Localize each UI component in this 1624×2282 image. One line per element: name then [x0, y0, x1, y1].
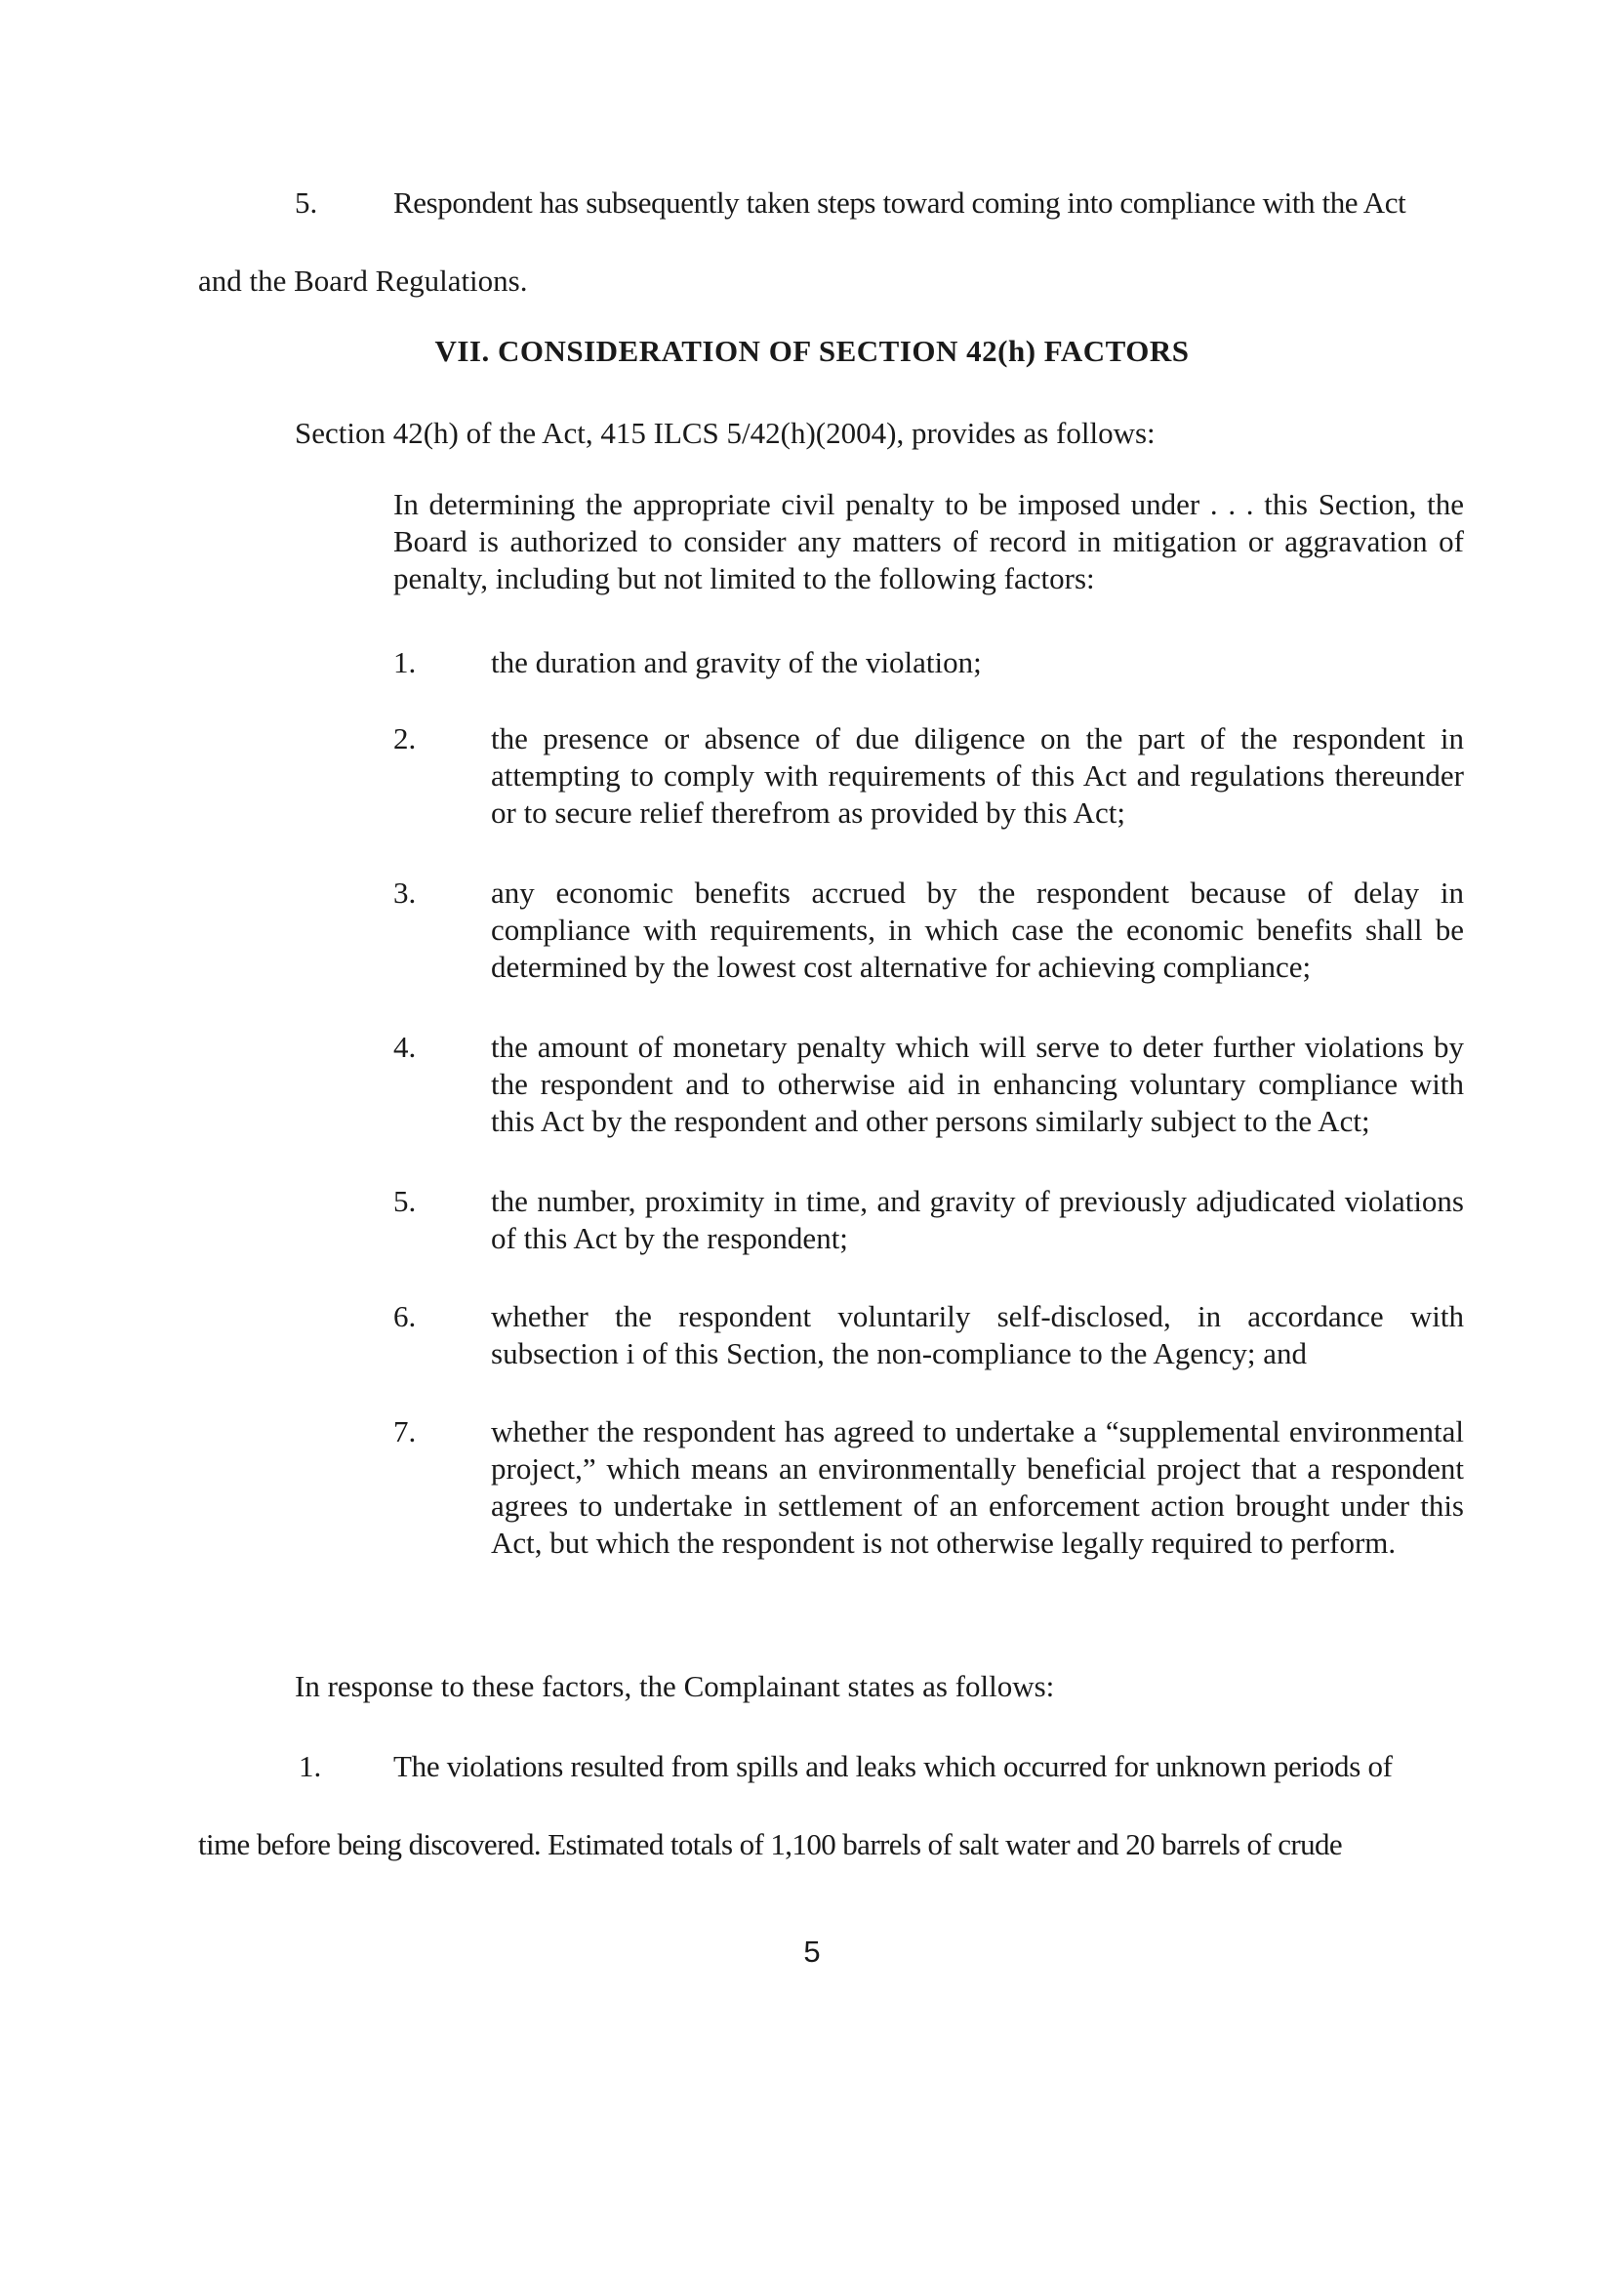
section-heading: VII. CONSIDERATION OF SECTION 42(h) FACTORS	[434, 334, 1190, 368]
factor-2-number: 2.	[393, 721, 417, 755]
factor-5-number: 5.	[393, 1184, 417, 1218]
response1-line1: The violations resulted from spills and leaks which occurred for unknown periods of	[393, 1749, 1393, 1783]
factor-3-number: 3.	[393, 876, 417, 910]
para5-number: 5.	[295, 185, 318, 220]
factor-6-number: 6.	[393, 1299, 417, 1333]
factor-7-number: 7.	[393, 1414, 417, 1448]
factor-2-text: the presence or absence of due diligence on the part of the respondent in attempting to comply with requirements of this Act and regulations thereunder or to secure relief therefrom as provided by this Act;	[491, 721, 1464, 830]
factor-5-text: the number, proximity in time, and gravity of previously adjudicated violations of this Act by the respondent;	[491, 1184, 1464, 1255]
factor-3-text: any economic benefits accrued by the respondent because of delay in compliance with requirements, in which case the economic benefits shall be determined by the lowest cost alternative for achieving compliance;	[491, 876, 1464, 984]
response1-line2: time before being discovered. Estimated totals of 1,100 barrels of salt water and 20 barrels of crude	[198, 1827, 1343, 1861]
para5-line2: and the Board Regulations.	[198, 264, 528, 298]
para5-line1: Respondent has subsequently taken steps toward coming into compliance with the Act	[393, 185, 1406, 220]
factor-1-text: the duration and gravity of the violation;	[491, 645, 982, 679]
factor-6-text: whether the respondent voluntarily self-disclosed, in accordance with subsection i of this Section, the non-compliance to the Agency; and	[491, 1299, 1464, 1370]
page-number: 5	[803, 1935, 821, 1969]
response-intro: In response to these factors, the Complainant states as follows:	[295, 1669, 1055, 1703]
statute-quote: In determining the appropriate civil penalty to be imposed under . . . this Section, the Board is authorized to consider any matters of record in mitigation or aggravation of penalty, including but not limited to the following factors:	[393, 487, 1464, 595]
factor-7-text: whether the respondent has agreed to undertake a “supplemental environmental project,” which means an environmentally beneficial project that a respondent agrees to undertake in settlement of an enforcement action brought under this Act, but which the respondent is not otherwise legally required to perform.	[491, 1414, 1464, 1560]
factor-1-number: 1.	[393, 645, 417, 679]
section-intro: Section 42(h) of the Act, 415 ILCS 5/42(h)(2004), provides as follows:	[295, 416, 1156, 450]
factor-4-text: the amount of monetary penalty which will serve to deter further violations by the respondent and to otherwise aid in enhancing voluntary compliance with this Act by the respondent and other persons similarly subject to the Act;	[491, 1030, 1464, 1138]
response1-number: 1.	[299, 1749, 322, 1783]
factor-4-number: 4.	[393, 1030, 417, 1064]
